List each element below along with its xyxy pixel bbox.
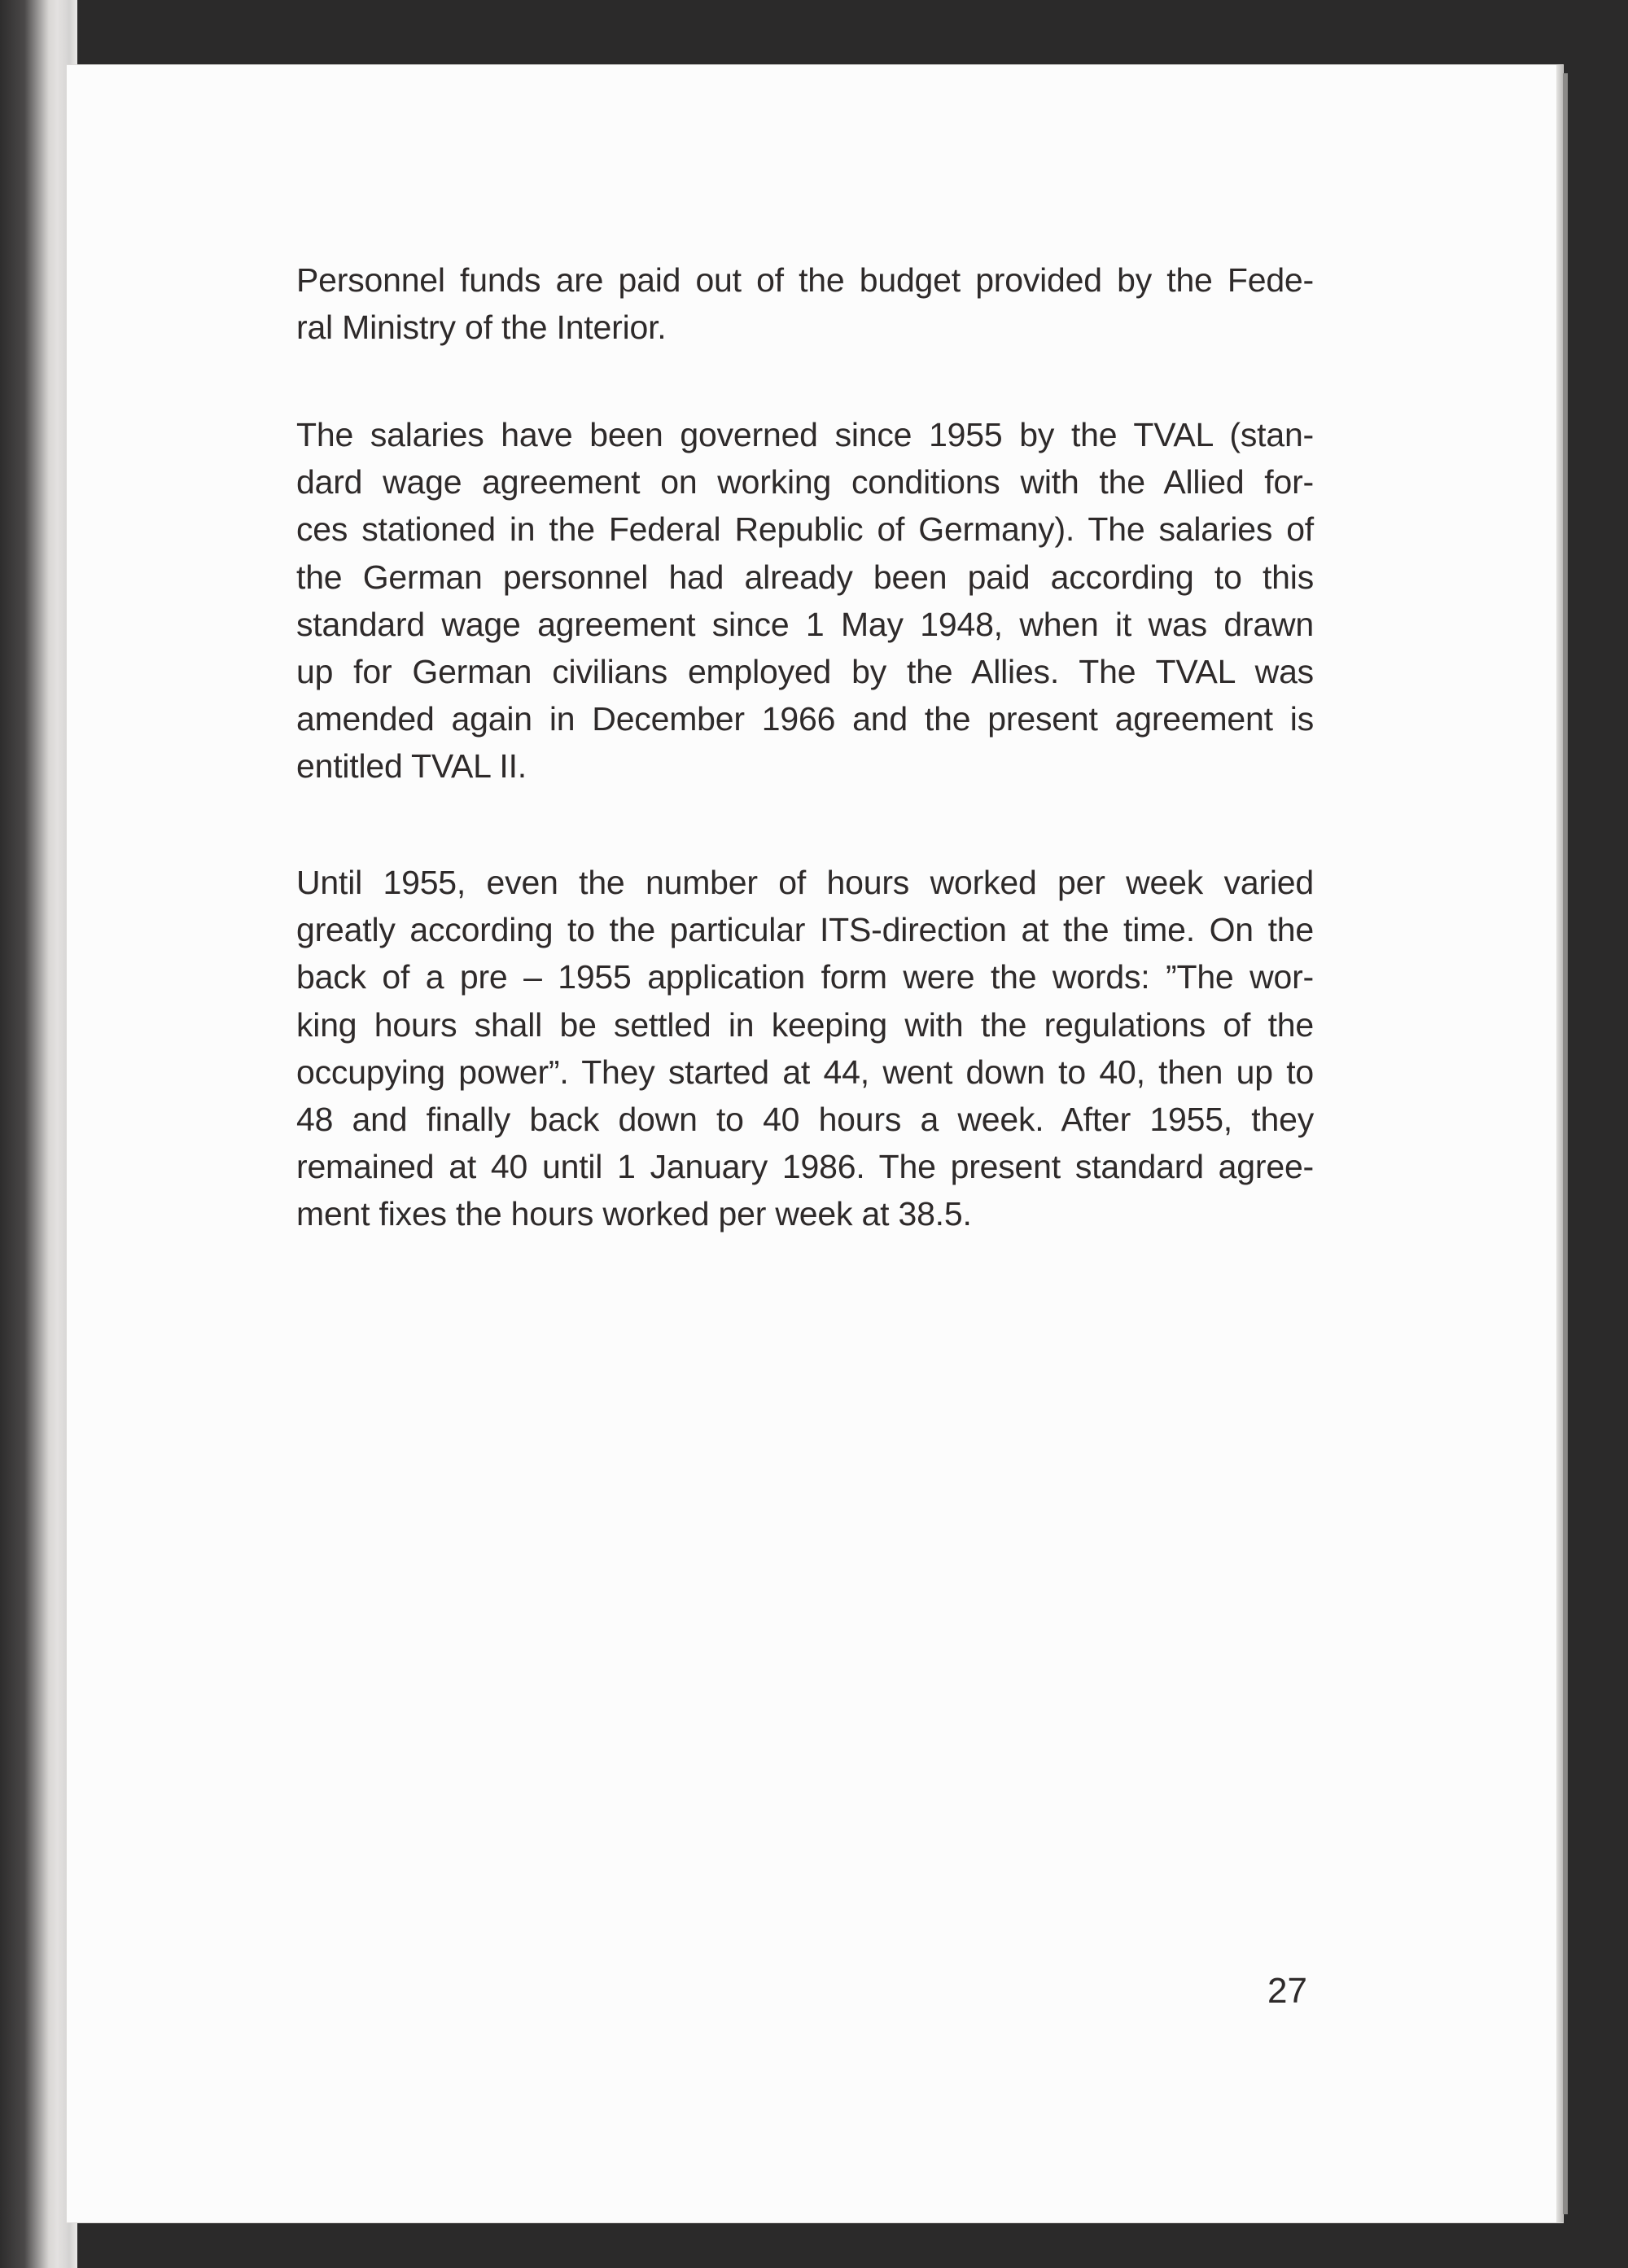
text-line: occupying power”. They started at 44, went down to 40, then up to xyxy=(296,1053,1314,1091)
paragraph-personnel-funds xyxy=(296,256,1314,351)
text-line: entitled TVAL II. xyxy=(296,747,527,786)
paragraph-working-hours xyxy=(296,859,1314,1238)
page-number: 27 xyxy=(1267,1971,1307,2011)
page-edge-shadow xyxy=(1563,73,1568,2214)
text-line: amended again in December 1966 and the present agreement is xyxy=(296,700,1314,738)
text-line: greatly according to the particular ITS-direction at the time. On the xyxy=(296,911,1314,949)
page-edge-right xyxy=(1556,65,1563,2222)
text-line: dard wage agreement on working conditions with the Allied for- xyxy=(296,463,1314,501)
paragraph-salaries-tval xyxy=(296,411,1314,790)
text-line: ment fixes the hours worked per week at 38.5. xyxy=(296,1195,972,1233)
text-line: remained at 40 until 1 January 1986. The present standard agree- xyxy=(296,1148,1314,1186)
text-line: ral Ministry of the Interior. xyxy=(296,309,667,347)
text-line: ces stationed in the Federal Republic of Germany). The salaries of xyxy=(296,510,1314,549)
text-line: king hours shall be settled in keeping with the regulations of the xyxy=(296,1005,1314,1044)
text-line: back of a pre – 1955 application form were the words: ”The wor- xyxy=(296,958,1314,996)
text-line: the German personnel had already been paid according to this xyxy=(296,558,1314,596)
text-line: up for German civilians employed by the Allies. The TVAL was xyxy=(296,653,1314,691)
text-line: standard wage agreement since 1 May 1948, when it was drawn xyxy=(296,605,1314,643)
text-line: The salaries have been governed since 1955 by the TVAL (stan- xyxy=(296,416,1314,453)
text-line: Until 1955, even the number of hours worked per week varied xyxy=(296,864,1314,901)
text-line: Personnel funds are paid out of the budget provided by the Fede- xyxy=(296,261,1314,299)
text-line: 48 and finally back down to 40 hours a week. After 1955, they xyxy=(296,1101,1314,1139)
